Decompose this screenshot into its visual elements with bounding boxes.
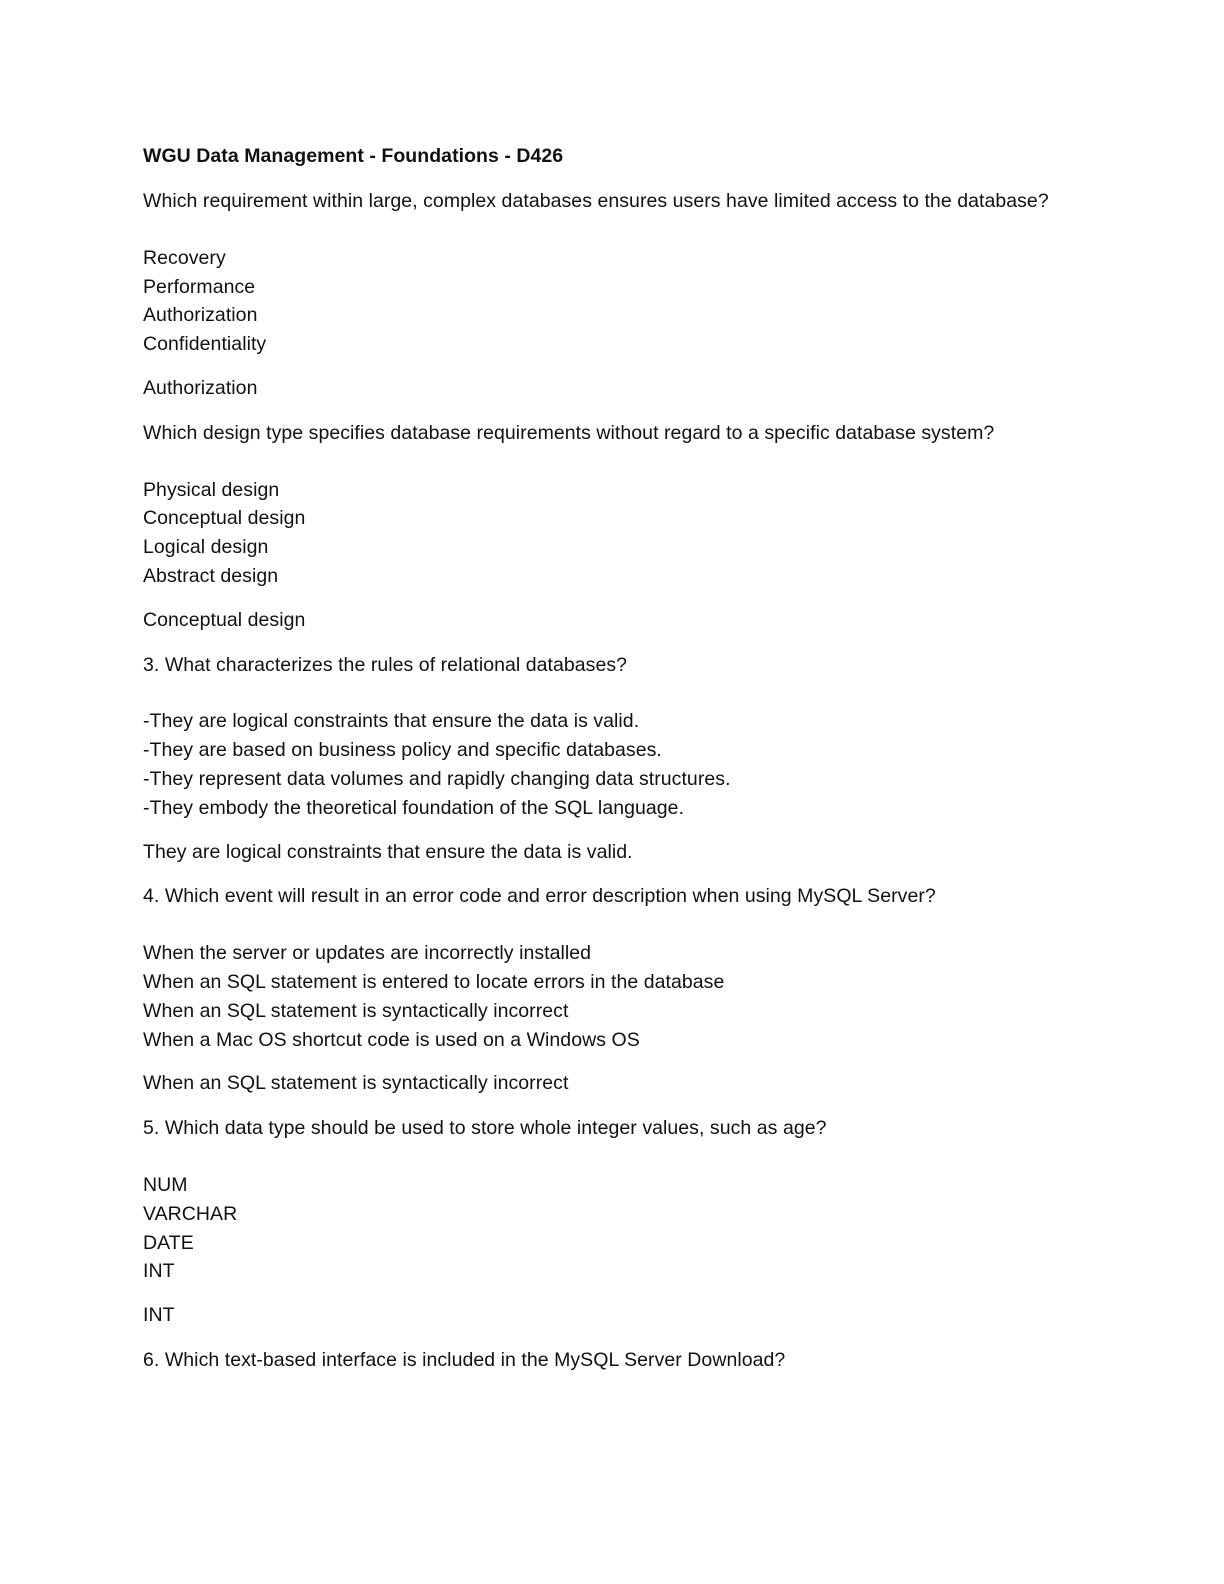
document-title: WGU Data Management - Foundations - D426: [143, 145, 564, 167]
question-block-3: [143, 651, 1123, 867]
question-prompt: 3. What characterizes the rules of relational databases?: [143, 653, 628, 676]
answer-option: Conceptual design: [143, 507, 306, 530]
correct-answer: Conceptual design: [143, 608, 306, 631]
answer-option: Performance: [143, 275, 256, 298]
answer-option: VARCHAR: [143, 1202, 238, 1225]
answer-option: Abstract design: [143, 564, 279, 587]
answer-option: NUM: [143, 1173, 188, 1196]
question-block-5: [143, 1114, 1123, 1330]
answer-option: INT: [143, 1260, 175, 1283]
answer-option: When the server or updates are incorrectly installed: [143, 942, 592, 965]
answer-option: -They are based on business policy and specific databases.: [143, 739, 662, 762]
question-block-1: [143, 187, 1123, 403]
answer-option: Authorization: [143, 304, 258, 327]
question-prompt: Which design type specifies database requirements without regard to a specific database system?: [143, 421, 995, 444]
question-block-2: [143, 419, 1123, 635]
answer-option: Confidentiality: [143, 333, 267, 356]
answer-options: [143, 476, 1123, 591]
correct-answer: They are logical constraints that ensure the data is valid.: [143, 840, 633, 863]
question-prompt: 6. Which text-based interface is included in the MySQL Server Download?: [143, 1348, 786, 1371]
answer-option: Logical design: [143, 536, 269, 559]
answer-option: When an SQL statement is syntactically incorrect: [143, 999, 569, 1022]
answer-options: [143, 1171, 1123, 1286]
answer-option: -They embody the theoretical foundation of the SQL language.: [143, 796, 685, 819]
correct-answer: INT: [143, 1304, 175, 1327]
answer-option: Recovery: [143, 246, 226, 269]
document-page: [143, 140, 1123, 1403]
answer-options: [143, 244, 1123, 359]
answer-option: Physical design: [143, 478, 280, 501]
question-prompt: Which requirement within large, complex databases ensures users have limited access to the database?: [143, 190, 1049, 212]
answer-option: -They represent data volumes and rapidly changing data structures.: [143, 767, 731, 790]
correct-answer: Authorization: [143, 376, 258, 399]
question-block-6: [143, 1346, 1123, 1375]
question-prompt: 4. Which event will result in an error code and error description when using MySQL Server?: [143, 885, 936, 908]
answer-option: -They are logical constraints that ensure the data is valid.: [143, 710, 640, 733]
answer-options: [143, 707, 1123, 822]
correct-answer: When an SQL statement is syntactically incorrect: [143, 1072, 569, 1095]
answer-option: DATE: [143, 1231, 194, 1254]
answer-option: When a Mac OS shortcut code is used on a Windows OS: [143, 1028, 640, 1051]
answer-options: [143, 939, 1123, 1054]
answer-option: When an SQL statement is entered to locate errors in the database: [143, 970, 725, 993]
question-prompt: 5. Which data type should be used to store whole integer values, such as age?: [143, 1117, 827, 1140]
question-block-4: [143, 882, 1123, 1098]
